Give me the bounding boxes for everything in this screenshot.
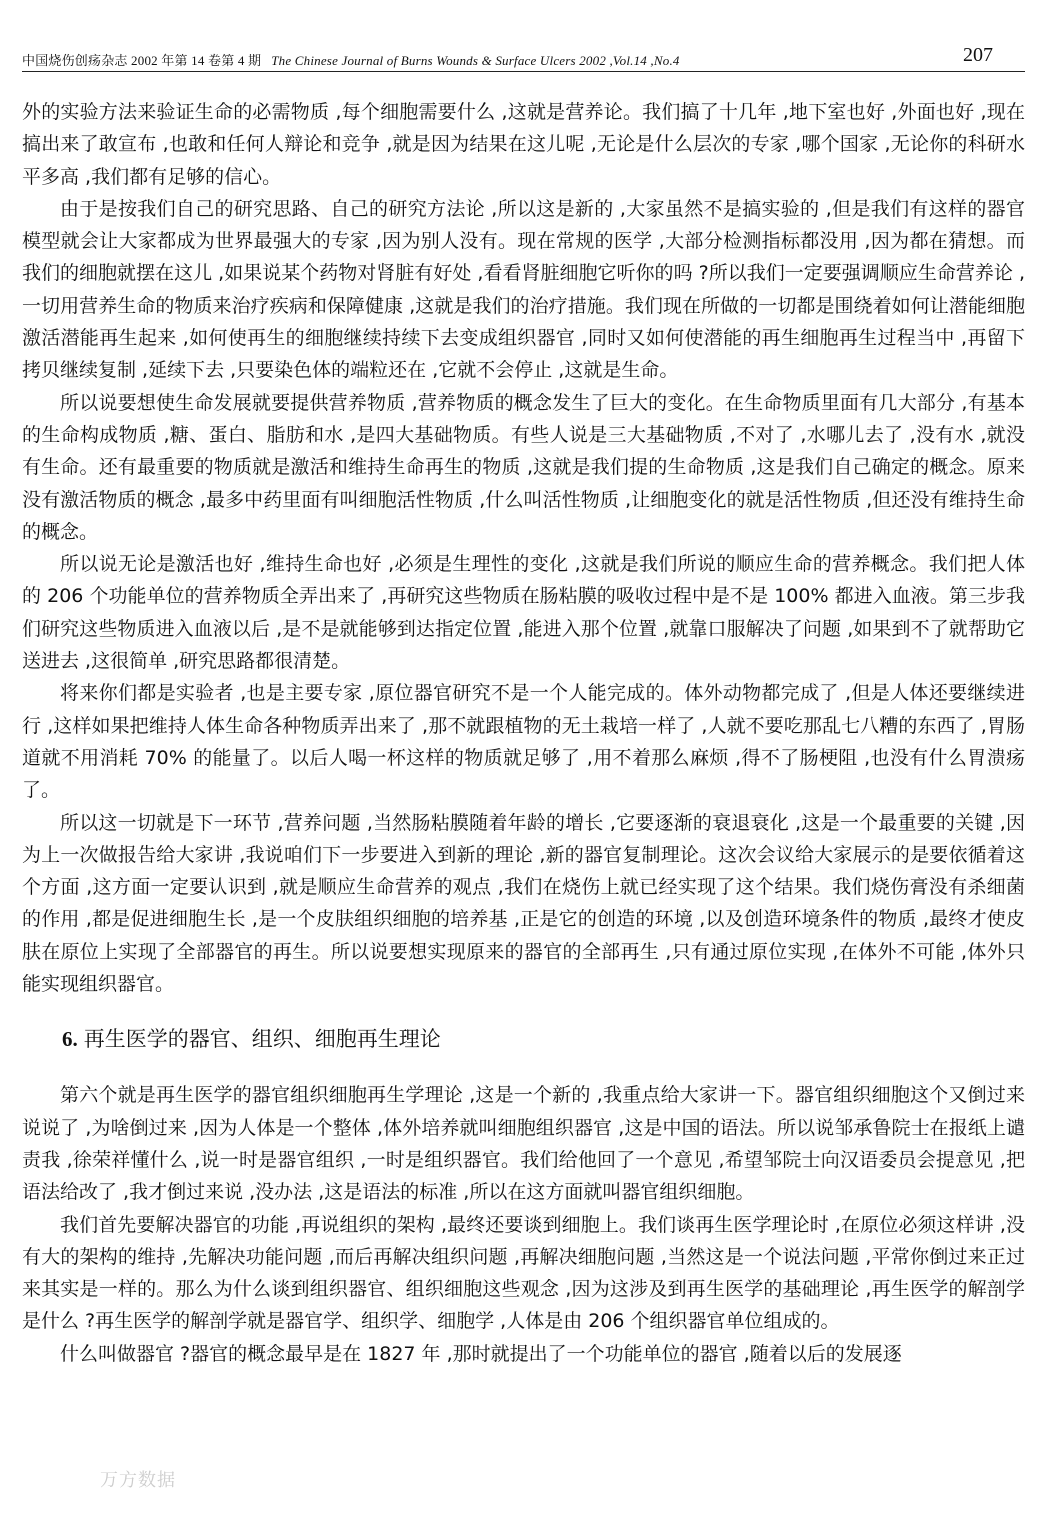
page-number: 207 — [963, 44, 993, 66]
journal-citation — [22, 50, 680, 69]
paragraph: 我们首先要解决器官的功能 ,再说组织的架构 ,最终还要谈到细胞上。我们谈再生医学理论时 ,在原位必须这样讲 ,没有大的架构的维持 ,先解决功能问题 ,而后再解决组织问题 ,再解决细胞问题 ,当然这是一个说法问题 ,平常你倒过来正过来其实是一样的。那么为什么谈到组织器官、组织细胞这些观念 ,因为这涉及到再生医学的基础理论 ,再生医学的解剖学是什么 ?再生医学的解剖学就是器官学、组织学、细胞学 ,人体是由 206 个组织器官单位组成的。 — [22, 1213, 1025, 1333]
section-title: 再生医学的器官、组织、细胞再生理论 — [83, 1027, 441, 1052]
paragraph: 外的实验方法来验证生命的必需物质 ,每个细胞需要什么 ,这就是营养论。我们搞了十几年 ,地下室也好 ,外面也好 ,现在搞出来了敢宣布 ,也敢和任何人辩论和竞争 ,就是因为结果在这儿呢 ,无论是什么层次的专家 ,哪个国家 ,无论你的科研水平多高 ,我们都有足够的信心。 — [22, 101, 1025, 188]
paragraph: 所以这一切就是下一环节 ,营养问题 ,当然肠粘膜随着年龄的增长 ,它要逐渐的衰退衰化 ,这是一个最重要的关键 ,因为上一次做报告给大家讲 ,我说咱们下一步要进入到新的理论 ,新的器官复制理论。这次会议给大家展示的是要依循着这个方面 ,这方面一定要认识到 ,就是顺应生命营养的观点 ,我们在烧伤上就已经实现了这个结果。我们烧伤膏没有杀细菌的作用 ,都是促进细胞生长 ,是一个皮肤组织细胞的培养基 ,正是它的创造的环境 ,以及创造环境条件的物质 ,最终才使皮肤在原位上实现了全部器官的再生。所以说要想实现原来的器官的全部再生 ,只有通过原位实现 ,在体外不可能 ,体外只能实现组织器官。 — [22, 811, 1025, 996]
article-body — [22, 96, 1025, 1370]
journal-title-en: The Chinese Journal of Burns Wounds & Surface Ulcers 2002 ,Vol.14 ,No.4 — [271, 53, 680, 68]
journal-title-cn: 中国烧伤创疡杂志 2002 年第 14 卷第 4 期 — [22, 53, 262, 68]
paragraph: 由于是按我们自己的研究思路、自己的研究方法论 ,所以这是新的 ,大家虽然不是搞实验的 ,但是我们有这样的器官模型就会让大家都成为世界最强大的专家 ,因为别人没有。现在常规的医学 ,大部分检测指标都没用 ,因为都在猜想。而我们的细胞就摆在这儿 ,如果说某个药物对肾脏有好处 ,看看肾脏细胞它听你的吗 ?所以我们一定要强调顺应生命营养论 ,一切用营养生命的物质来治疗疾病和保障健康 ,这就是我们的治疗措施。我们现在所做的一切都是围绕着如何让潜能细胞激活潜能再生起来 ,如何使再生的细胞继续持续下去变成组织器官 ,同时又如何使潜能的再生细胞再生过程当中 ,再留下拷贝继续复制 ,延续下去 ,只要染色体的端粒还在 ,它就不会停止 ,这就是生命。 — [22, 197, 1025, 382]
paragraph: 所以说要想使生命发展就要提供营养物质 ,营养物质的概念发生了巨大的变化。在生命物质里面有几大部分 ,有基本的生命构成物质 ,糖、蛋白、脂肪和水 ,是四大基础物质。有些人说是三大基础物质 ,不对了 ,水哪儿去了 ,没有水 ,就没有生命。还有最重要的物质就是激活和维持生命再生的物质 ,这就是我们提的生命物质 ,这是我们自己确定的概念。原来没有激活物质的概念 ,最多中药里面有叫细胞活性物质 ,什么叫活性物质 ,让细胞变化的就是活性物质 ,但还没有维持生命的概念。 — [22, 391, 1025, 543]
paragraph: 所以说无论是激活也好 ,维持生命也好 ,必须是生理性的变化 ,这就是我们所说的顺应生命的营养概念。我们把人体的 206 个功能单位的营养物质全弄出来了 ,再研究这些物质在肠粘膜的吸收过程中是不是 100% 都进入血液。第三步我们研究这些物质进入血液以后 ,是不是就能够到达指定位置 ,能进入那个位置 ,就靠口服解决了问题 ,如果到不了就帮助它送进去 ,这很简单 ,研究思路都很清楚。 — [22, 553, 1025, 673]
header-rule — [22, 71, 1025, 72]
paragraph: 将来你们都是实验者 ,也是主要专家 ,原位器官研究不是一个人能完成的。体外动物都完成了 ,但是人体还要继续进行 ,这样如果把维持人体生命各种物质弄出来了 ,那不就跟植物的无土栽培一样了 ,人就不要吃那乱七八糟的东西了 ,胃肠道就不用消耗 70% 的能量了。以后人喝一杯这样的物质就足够了 ,用不着那么麻烦 ,得不了肠梗阻 ,也没有什么胃溃疡了。 — [22, 682, 1025, 802]
watermark: 万方数据 — [100, 1470, 176, 1491]
paragraph: 第六个就是再生医学的器官组织细胞再生学理论 ,这是一个新的 ,我重点给大家讲一下。器官组织细胞这个又倒过来说说了 ,为啥倒过来 ,因为人体是一个整体 ,体外培养就叫细胞组织器官 ,这是中国的语法。所以说邹承鲁院士在报纸上谴责我 ,徐荣祥懂什么 ,说一时是器官组织 ,一时是组织器官。我们给他回了一个意见 ,希望邹院士向汉语委员会提意见 ,把语法给改了 ,我才倒过来说 ,没办法 ,这是语法的标准 ,所以在这方面就叫器官组织细胞。 — [22, 1084, 1025, 1204]
paragraph: 什么叫做器官 ?器官的概念最早是在 1827 年 ,那时就提出了一个功能单位的器官 ,随着以后的发展逐 — [60, 1342, 902, 1365]
running-header — [22, 46, 1025, 72]
section-number: 6. — [62, 1027, 78, 1052]
section-heading — [22, 1023, 1025, 1053]
